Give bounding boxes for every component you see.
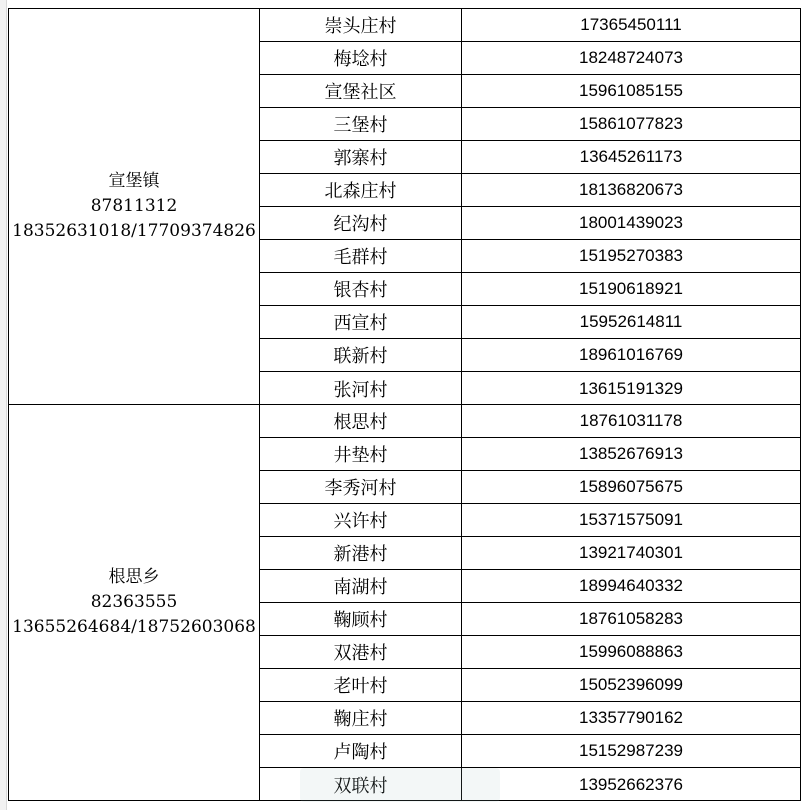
village-phone-cell[interactable]: 15952614811 (579, 312, 683, 331)
table-row (260, 438, 800, 471)
watermark (300, 768, 500, 802)
village-phone-cell[interactable]: 15152987239 (578, 741, 683, 760)
village-phone-cell[interactable]: 18001439023 (578, 213, 683, 232)
village-phone-cell[interactable]: 15896075675 (578, 477, 683, 496)
village-phone-cell[interactable]: 18136820673 (578, 180, 683, 199)
village-phone-cell[interactable]: 18761058283 (578, 609, 683, 628)
village-phone-cell[interactable]: 15190618921 (578, 279, 683, 298)
village-name-cell[interactable]: 鞠庄村 (260, 702, 462, 734)
village-phone-cell[interactable]: 15195270383 (578, 246, 683, 265)
village-phone-cell[interactable]: 13852676913 (578, 444, 683, 463)
town-mobiles: 13655264684/18752603068 (12, 617, 256, 637)
village-phone-cell[interactable]: 15961085155 (578, 81, 683, 100)
village-name-cell[interactable]: 梅埝村 (260, 42, 462, 74)
village-name-cell[interactable]: 鞠顾村 (260, 603, 462, 635)
village-name-cell[interactable]: 卢陶村 (260, 735, 462, 767)
town-cell[interactable] (9, 405, 260, 800)
village-name-cell[interactable]: 宣堡社区 (260, 75, 462, 107)
village-name-cell[interactable]: 郭寨村 (260, 141, 462, 173)
town-cell[interactable] (9, 9, 260, 404)
table-row (260, 537, 800, 570)
village-name-cell[interactable]: 井垫村 (260, 438, 462, 470)
table-row (260, 273, 800, 306)
village-name-cell[interactable]: 毛群村 (260, 240, 462, 272)
village-name-cell[interactable]: 新港村 (260, 537, 462, 569)
table-row (260, 174, 800, 207)
table-row (260, 306, 800, 339)
village-phone-cell[interactable]: 13921740301 (578, 543, 683, 562)
village-phone-cell[interactable]: 18248724073 (578, 48, 683, 67)
village-name-cell[interactable]: 西宣村 (260, 306, 462, 338)
village-name-cell[interactable]: 兴许村 (260, 504, 462, 536)
village-phone-cell[interactable]: 15996088863 (578, 642, 683, 661)
table-row (260, 141, 800, 174)
table-row (260, 735, 800, 768)
table-row (260, 240, 800, 273)
village-name-cell[interactable]: 北森庄村 (260, 174, 462, 206)
village-name-cell[interactable]: 三堡村 (260, 108, 462, 140)
table-row (260, 207, 800, 240)
village-phone-cell[interactable]: 15861077823 (578, 114, 683, 133)
table-row (260, 603, 800, 636)
village-phone-cell[interactable]: 17365450111 (580, 15, 682, 34)
village-phone-cell[interactable]: 13645261173 (579, 147, 683, 166)
village-name-cell[interactable]: 纪沟村 (260, 207, 462, 239)
table-row (260, 9, 800, 42)
table-row (260, 339, 800, 372)
town-phone: 87811312 (90, 196, 178, 216)
village-name-cell[interactable]: 根思村 (260, 405, 462, 437)
table-row (260, 702, 800, 735)
village-name-cell[interactable]: 老叶村 (260, 669, 462, 701)
town-mobiles: 18352631018/17709374826 (12, 221, 256, 241)
village-rows (260, 405, 800, 801)
village-name-cell[interactable]: 南湖村 (260, 570, 462, 602)
village-phone-cell[interactable]: 13952662376 (578, 774, 683, 794)
town-name: 宣堡镇 (108, 171, 160, 191)
village-name-cell[interactable]: 崇头庄村 (260, 9, 462, 41)
village-phone-cell[interactable]: 18994640332 (578, 576, 683, 595)
town-name: 根思乡 (108, 567, 160, 587)
table-row (260, 405, 800, 438)
village-name-cell[interactable]: 张河村 (260, 372, 462, 405)
village-name-cell[interactable]: 双联村 (260, 768, 462, 801)
town-group (8, 405, 801, 801)
village-phone-cell[interactable]: 15052396099 (578, 675, 683, 694)
village-phone-cell[interactable]: 15371575091 (578, 510, 683, 529)
table-row (260, 570, 800, 603)
table-row (260, 669, 800, 702)
table-row (260, 75, 800, 108)
table-row (260, 471, 800, 504)
village-name-cell[interactable]: 李秀河村 (260, 471, 462, 503)
table-row (260, 42, 800, 75)
village-rows (260, 9, 800, 405)
town-group (8, 8, 801, 405)
village-name-cell[interactable]: 双港村 (260, 636, 462, 668)
table-row (260, 372, 800, 405)
village-name-cell[interactable]: 银杏村 (260, 273, 462, 305)
village-phone-cell[interactable]: 13357790162 (578, 708, 683, 727)
town-phone: 82363555 (90, 592, 178, 612)
village-phone-cell[interactable]: 18761031178 (579, 411, 683, 430)
row-header-strip (0, 0, 7, 810)
village-phone-cell[interactable]: 18961016769 (578, 345, 683, 364)
village-name-cell[interactable]: 联新村 (260, 339, 462, 371)
table-row (260, 504, 800, 537)
village-phone-cell[interactable]: 13615191329 (578, 378, 683, 398)
table-row (260, 108, 800, 141)
table-row (260, 636, 800, 669)
